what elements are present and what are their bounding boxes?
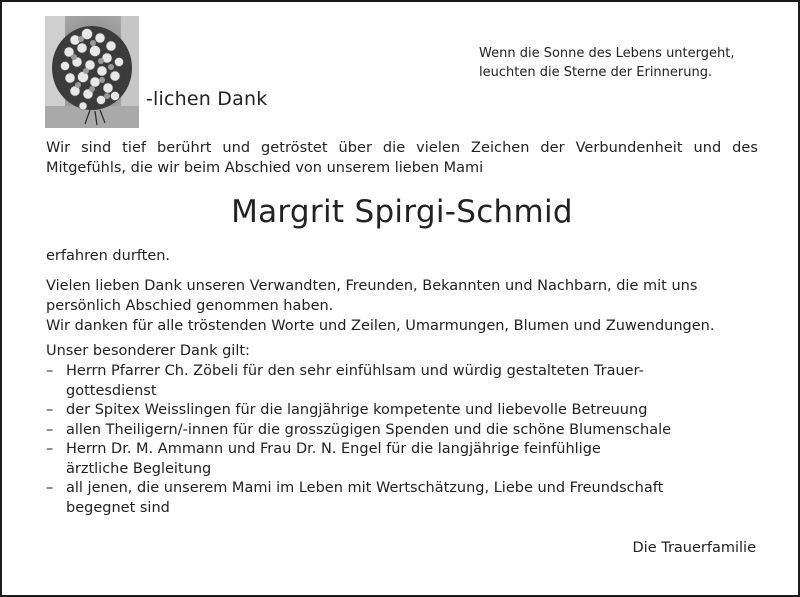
- dash-bullet: –: [46, 402, 54, 418]
- list-item-line: allen Theiligern/-innen für die grosszügigen Spenden und die schöne Blumenschale: [66, 421, 672, 438]
- list-item-line: gottesdienst: [66, 382, 157, 399]
- motto-quote: [479, 44, 779, 82]
- flower-bouquet-photo: [45, 16, 139, 128]
- list-item: [46, 440, 758, 479]
- dash-bullet: –: [46, 441, 54, 457]
- motto-line: Wenn die Sonne des Lebens untergeht,: [479, 46, 735, 61]
- signature: Die Trauerfamilie: [632, 540, 756, 556]
- thanks-line: Wir danken für alle tröstenden Worte und Zeilen, Umarmungen, Blumen und Zuwendungen.: [46, 318, 715, 334]
- special-heading-text: Unser besonderer Dank gilt:: [46, 343, 250, 359]
- list-item: [46, 421, 758, 441]
- special-thanks-heading: [46, 341, 758, 361]
- dash-bullet: –: [46, 363, 54, 379]
- thanks-paragraph: [46, 276, 758, 336]
- experienced-text: [46, 246, 758, 266]
- list-item-line: der Spitex Weisslingen für die langjährige kompetente und liebevolle Betreuung: [66, 402, 648, 418]
- dash-bullet: –: [46, 421, 54, 438]
- list-item: [46, 362, 758, 401]
- list-item: [46, 401, 758, 421]
- thanks-line: Vielen lieben Dank unseren Verwandten, Freunden, Bekannten und Nachbarn, die mit uns: [46, 278, 698, 294]
- flower-bouquet-image: [45, 16, 139, 128]
- list-item-line: all jenen, die unserem Mami im Leben mit Wertschätzung, Liebe und Freundschaft: [66, 480, 664, 496]
- intro-line: Wir sind tief berührt und getröstet über die vielen Zeichen der Verbundenheit und des: [46, 140, 758, 156]
- special-thanks-list: [46, 362, 758, 518]
- dank-title: -lichen Dank: [146, 88, 268, 110]
- experienced-line: erfahren durften.: [46, 248, 171, 264]
- dash-bullet: –: [46, 480, 54, 496]
- intro-paragraph: [46, 138, 758, 178]
- list-item: [46, 479, 758, 518]
- deceased-name: Margrit Spirgi-Schmid: [231, 194, 573, 230]
- list-item-line: begegnet sind: [66, 499, 170, 516]
- motto-line: leuchten die Sterne der Erinnerung.: [479, 65, 713, 80]
- list-item-line: Herrn Dr. M. Ammann und Frau Dr. N. Engel für die langjährige feinfühlige: [66, 441, 601, 457]
- list-item-line: Herrn Pfarrer Ch. Zöbeli für den sehr einfühlsam und würdig gestalteten Trauer-: [66, 363, 644, 379]
- list-item-line: ärztliche Begleitung: [66, 460, 212, 477]
- thanks-line: persönlich Abschied genommen haben.: [46, 298, 334, 314]
- intro-line: Mitgefühls, die wir beim Abschied von unserem lieben Mami: [46, 160, 484, 176]
